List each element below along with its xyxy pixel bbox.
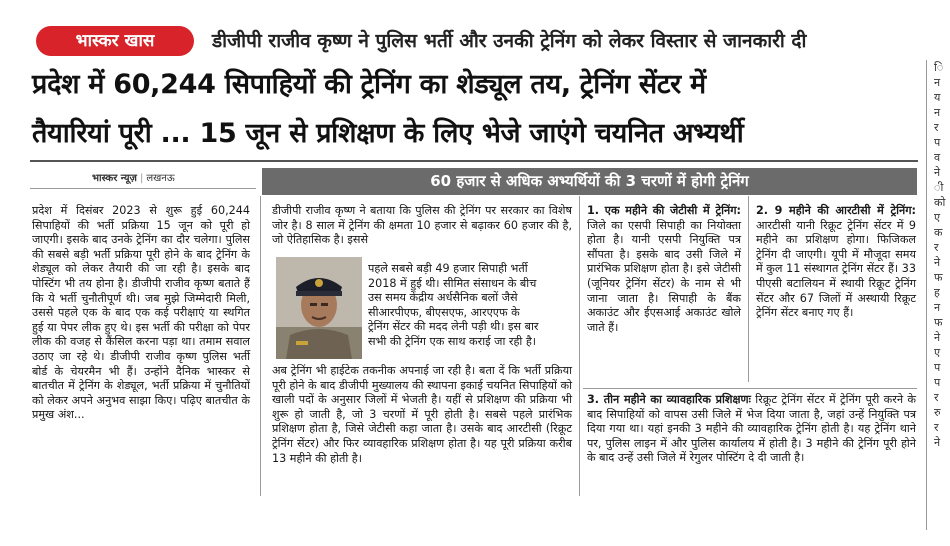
stage-1-title: 1. एक महीने की जेटीसी में ट्रेनिंग: xyxy=(587,204,741,217)
wrap-line: 2018 में हुई थी। सीमित संसाधन के बीच xyxy=(368,276,537,290)
wrap-line: सभी की ट्रेनिंग एक साथ कराई जा रही है। xyxy=(368,334,537,348)
stage-2-box xyxy=(756,204,916,321)
cropped-fragment: न xyxy=(934,76,941,89)
right-column-divider xyxy=(926,60,927,530)
stage-2-body: आरटीसी यानी रिक्रूट ट्रेनिंग सेंटर में 9 महीने का प्रशिक्षण होगा। फिजिकल ट्रेनिंग दी जाएगी। यूपी में मौजूदा समय में कुल 11 संस्थागत ट्रेनिंग सेंटर हैं। 33 पीएसी बटालियन में स्थायी रिक्रूट ट्रेनिंग सेंटर और 67 जिलों में अस्थायी रिक्रूट ट्रेनिंग सेंटर बनाए गए हैं। xyxy=(756,218,916,320)
cropped-fragment: ि xyxy=(934,61,944,74)
wrap-line: ट्रेनिंग सेंटर की मदद लेनी पड़ी थी। इस बार xyxy=(368,320,539,334)
cropped-fragment: फ xyxy=(934,271,943,284)
section-banner: 60 हजार से अधिक अभ्यर्थियों की 3 चरणों में होगी ट्रेनिंग xyxy=(262,168,917,195)
column-divider-1 xyxy=(260,196,261,496)
stage-3-box xyxy=(587,393,916,466)
stage-1-box xyxy=(587,204,741,335)
stage-divider xyxy=(583,388,917,389)
cropped-fragment: प xyxy=(934,136,941,149)
cropped-fragment: ह xyxy=(934,286,940,299)
cropped-fragment: क xyxy=(934,226,943,239)
cropped-fragment: र xyxy=(934,391,939,404)
cropped-fragment: फ xyxy=(934,316,943,329)
cropped-fragment: ने xyxy=(934,331,941,344)
wrap-line: उस समय केंद्रीय अर्धसैनिक बलों जैसे xyxy=(368,291,518,305)
cropped-fragment: व xyxy=(934,151,941,164)
cropped-fragment: ने xyxy=(934,166,941,179)
police-officer-photo xyxy=(276,257,362,359)
cropped-fragment: ने xyxy=(934,436,941,449)
cropped-fragment: प xyxy=(934,376,941,389)
column-dgp-wrap xyxy=(368,262,572,350)
cropped-fragment: रु xyxy=(934,406,941,419)
cropped-right-column xyxy=(934,60,950,530)
cropped-fragment: ने xyxy=(934,256,941,269)
column-dgp xyxy=(272,204,572,248)
stage-3-title: 3. तीन महीने का व्यावहारिक प्रशिक्षणः xyxy=(587,393,751,406)
headline-line-1: प्रदेश में 60,244 सिपाहियों की ट्रेनिंग का शेड्यूल तय, ट्रेनिंग सेंटर में xyxy=(32,69,706,100)
column-intro xyxy=(32,204,250,423)
wrap-line: सीआरपीएफ, बीएसएफ, आरएएफ के xyxy=(368,305,520,319)
cropped-fragment: प xyxy=(934,361,941,374)
cropped-fragment: र xyxy=(934,121,939,134)
column-dgp-bottom xyxy=(272,364,572,466)
section-badge: भास्कर खास xyxy=(36,26,194,56)
column-divider-3 xyxy=(748,196,749,382)
column-divider-2 xyxy=(579,196,580,496)
stage-3-body: रिक्रूट ट्रेनिंग सेंटर में ट्रेनिंग पूरी करने के बाद सिपाहियों को वापस उसी जिले में भेज दिया जाता है, जहां उन्हें नियुक्ति पत्र दिया गया था। यहां इनकी 3 महीने की व्यावहारिक ट्रेनिंग होती है। यह ट्रेनिंग थाने पर, पुलिस लाइन में और पुलिस कार्यालय में होती है। 3 महीने की ट्रेनिंग पूरी होने के बाद उन्हें उसी जिले में रेगुलर पोस्टिंग दे दी जाती है। xyxy=(587,393,917,465)
cropped-fragment: र xyxy=(934,421,939,434)
headline-line-2: तैयारियां पूरी ... 15 जून से प्रशिक्षण के लिए भेजे जाएंगे चयनित अभ्यर्थी xyxy=(32,118,744,149)
header-divider xyxy=(30,160,918,162)
byline-source: भास्कर न्यूज़ xyxy=(92,173,137,184)
cropped-fragment: न xyxy=(934,301,941,314)
stage-1-body: जिले का एसपी सिपाही का नियोक्ता होता है। यानी एसपी नियुक्ति पत्र सौंपता है। इसके बाद उसी जिले में प्रारंभिक प्रशिक्षण होता है। इसे जेटीसी (जूनियर ट्रेनिंग सेंटर) के नाम से भी जाना जाता है। सिपाही के बैंक अकाउंट और ईएसआई अकाउंट खोले जाते हैं। xyxy=(587,218,741,334)
dgp-photo xyxy=(276,257,362,359)
cropped-fragment: ए xyxy=(934,346,941,359)
cropped-fragment: न xyxy=(934,106,941,119)
dgp-text-bottom: अब ट्रेनिंग भी हाईटेक तकनीक अपनाई जा रही है। बता दें कि भर्ती प्रक्रिया पूरी होने के बाद डीजीपी मुख्यालय की स्थापना इकाई चयनित सिपाहियों को खाली पदों के अनुसार जिलों में भेजती है। यहीं से प्रशिक्षण की प्रक्रिया भी शुरू हो जाती है, जो 3 चरणों में पूरी होती है। सबसे पहले प्रारंभिक प्रशिक्षण होता है, जिसे जेटीसी कहा जाता है। उसके बाद आरटीसी (रिक्रूट ट्रेनिंग सेंटर) और फिर व्यावहारिक प्रशिक्षण होता है। यह पूरी प्रक्रिया करीब 13 महीने की होती है। xyxy=(272,364,572,465)
cropped-fragment: को xyxy=(934,196,946,209)
byline-rule xyxy=(30,188,256,189)
cropped-fragment: ी xyxy=(934,181,944,194)
dgp-text-top: डीजीपी राजीव कृष्ण ने बताया कि पुलिस की ट्रेनिंग पर सरकार का विशेष जोर है। 8 साल में ट्रेनिंग की क्षमता 10 हजार से बढ़ाकर 60 हजार की है, जो ऐतिहासिक है। इससे xyxy=(272,204,572,247)
cropped-fragment: य xyxy=(934,91,941,104)
tagline: डीजीपी राजीव कृष्ण ने पुलिस भर्ती और उनकी ट्रेनिंग को लेकर विस्तार से जानकारी दी xyxy=(212,30,807,52)
cropped-fragment: र xyxy=(934,241,939,254)
byline-city: लखनऊ xyxy=(146,173,175,184)
cropped-fragment: ए xyxy=(934,211,941,224)
intro-text: प्रदेश में दिसंबर 2023 से शुरू हुई 60,244 सिपाहियों की भर्ती प्रक्रिया 15 जून को पूरी हो जाएगी। इसके बाद उनके ट्रेनिंग का दौर चलेगा। पुलिस की सबसे बड़ी भर्ती प्रक्रिया पूरी होने के बाद ट्रेनिंग के शेड्यूल को लेकर तैयारी की जा रही है। इसके बाद पोस्टिंग भी तय होना है। डीजीपी राजीव कृष्ण बताते हैं कि ये भर्ती चुनौतीपूर्ण थी। जब मुझे जिम्मेदारी मिली, उससे पहले एक के बाद एक कई परीक्षाएं या स्थगित हुई या पेपर लीक हुए थे। इस भर्ती की परीक्षा को पेपर लीक की वजह से कैंसिल करना पड़ा था। तमाम सवाल उठाए जा रहे थे। डीजीपी राजीव कृष्ण पुलिस भर्ती बोर्ड के चेयरमैन भी हैं। उन्होंने दैनिक भास्कर से बातचीत में ट्रेनिंग के शेड्यूल, भर्ती प्रक्रिया में चुनौतियों को लेकर अपने अनुभव साझा किए। पढ़िए बातचीत के प्रमुख अंश... xyxy=(32,204,250,422)
byline: भास्कर न्यूज़ | लखनऊ xyxy=(92,173,175,184)
wrap-line: पहले सबसे बड़ी 49 हजार सिपाही भर्ती xyxy=(368,262,528,275)
stage-2-title: 2. 9 महीने की आरटीसी में ट्रेनिंग: xyxy=(756,204,916,217)
